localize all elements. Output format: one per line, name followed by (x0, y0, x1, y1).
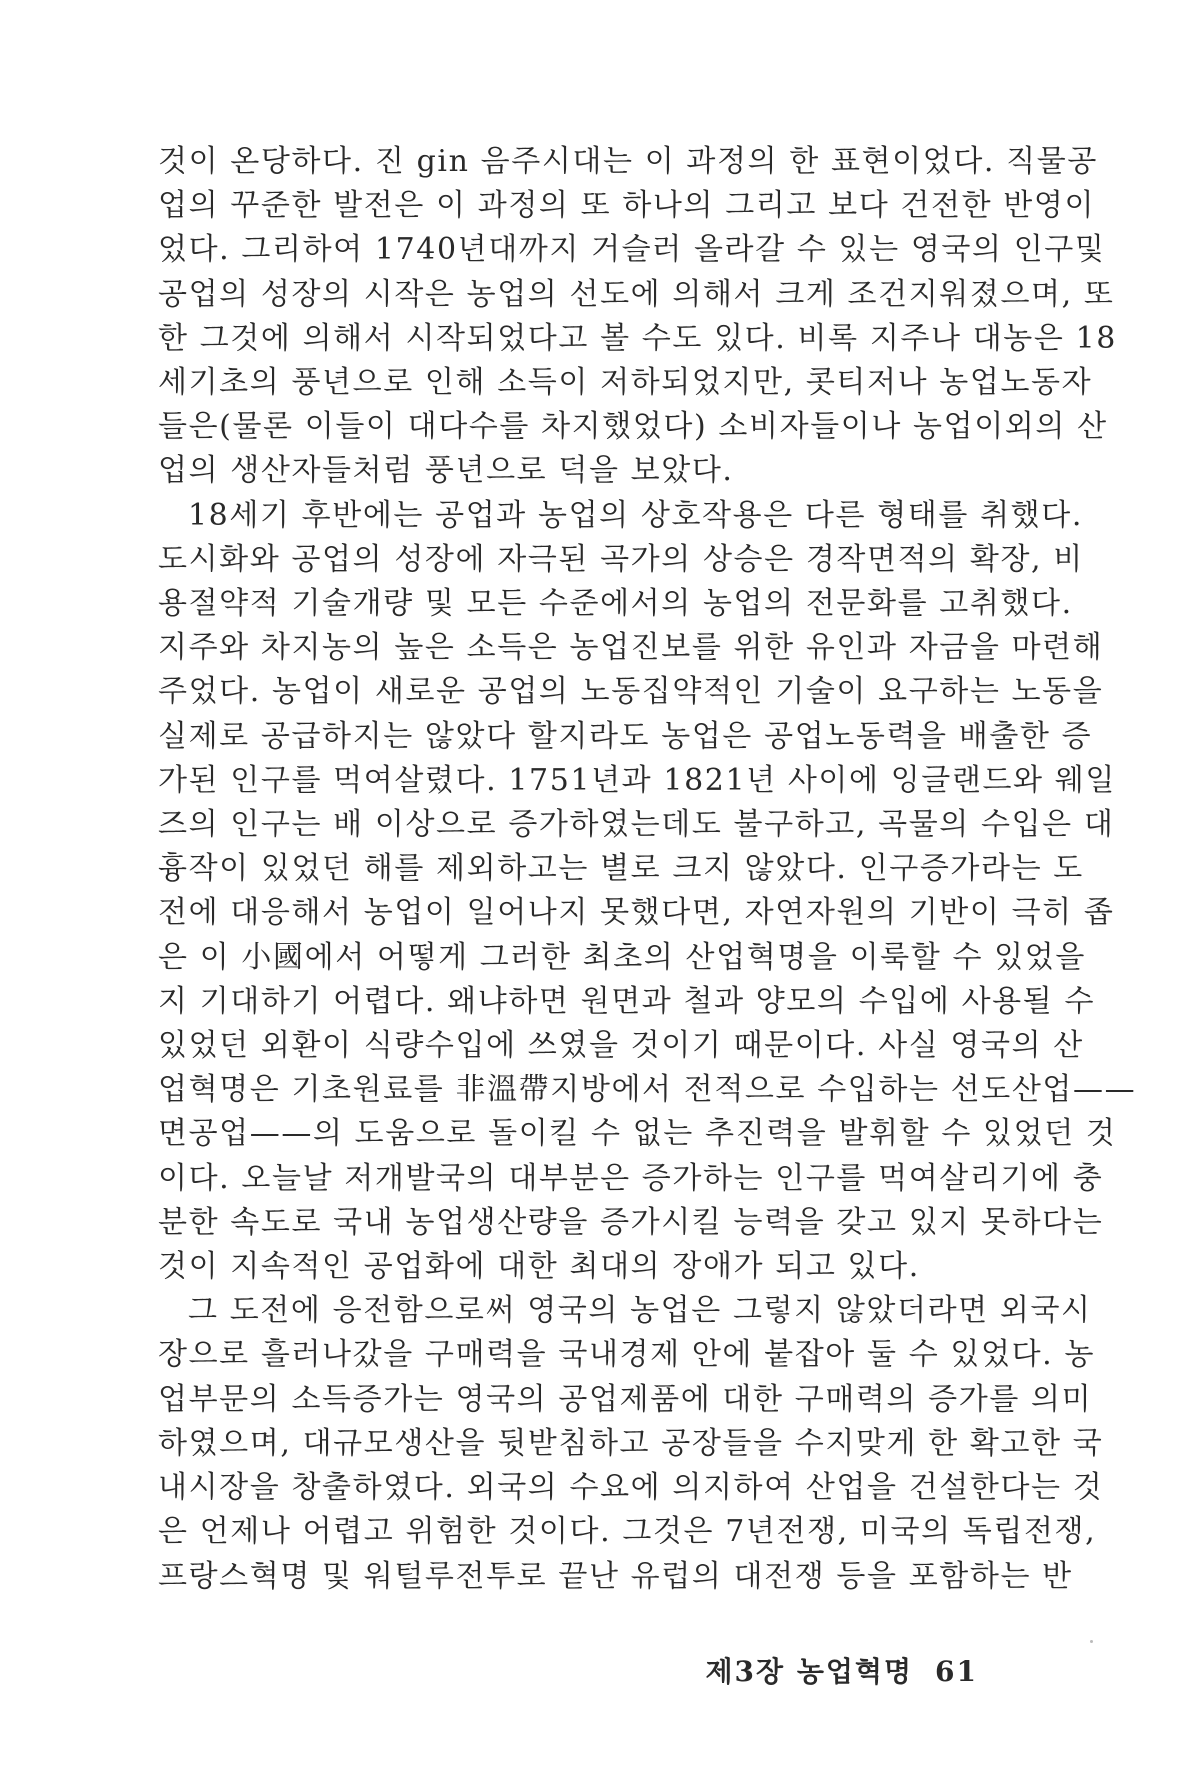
text-line: 업의 생산자들처럼 풍년으로 덕을 보았다. (158, 453, 734, 489)
text-line: 지 기대하기 어렵다. 왜냐하면 원면과 철과 양모의 수입에 사용될 수 (158, 983, 1096, 1019)
text-line: 면공업——의 도움으로 돌이킬 수 없는 추진력을 발휘할 수 있었던 것 (158, 1116, 1117, 1152)
text-line: 들은(물론 이들이 대다수를 차지했었다) 소비자들이나 농업이외의 산 (158, 409, 1108, 445)
scan-speck (1090, 1640, 1093, 1643)
text-line: 실제로 공급하지는 않았다 할지라도 농업은 공업노동력을 배출한 증 (158, 718, 1093, 754)
text-line: 지주와 차지농의 높은 소득은 농업진보를 위한 유인과 자금을 마련해 (158, 630, 1104, 666)
text-line: 즈의 인구는 배 이상으로 증가하였는데도 불구하고, 곡물의 수입은 대 (158, 807, 1115, 843)
text-line: 은 언제나 어렵고 위험한 것이다. 그것은 7년전쟁, 미국의 독립전쟁, (158, 1514, 1097, 1550)
chapter-title: 제3장 농업혁명 (705, 1655, 914, 1688)
text-line: 용절약적 기술개량 및 모든 수준에서의 농업의 전문화를 고취했다. (158, 586, 1073, 622)
text-line: 것이 지속적인 공업화에 대한 최대의 장애가 되고 있다. (158, 1249, 920, 1285)
text-line: 었다. 그리하여 1740년대까지 거슬러 올라갈 수 있는 영국의 인구및 (158, 232, 1106, 268)
page-footer (706, 1650, 979, 1690)
text-line: 내시장을 창출하였다. 외국의 수요에 의지하여 산업을 건설한다는 것 (158, 1470, 1104, 1506)
text-line: 장으로 흘러나갔을 구매력을 국내경제 안에 붙잡아 둘 수 있었다. 농 (158, 1337, 1096, 1373)
text-line: 프랑스혁명 및 워털루전투로 끝난 유럽의 대전쟁 등을 포함하는 반 (158, 1558, 1073, 1594)
text-line: 가된 인구를 먹여살렸다. 1751년과 1821년 사이에 잉글랜드와 웨일 (158, 762, 1116, 798)
text-line: 그 도전에 응전함으로써 영국의 농업은 그렇지 않았더라면 외국시 (188, 1293, 1092, 1329)
body-text (158, 140, 1137, 1599)
text-line: 있었던 외환이 식량수입에 쓰였을 것이기 때문이다. 사실 영국의 산 (158, 1028, 1084, 1064)
text-line: 도시화와 공업의 성장에 자극된 곡가의 상승은 경작면적의 확장, 비 (158, 541, 1084, 577)
text-line: 이다. 오늘날 저개발국의 대부분은 증가하는 인구를 먹여살리기에 충 (158, 1160, 1104, 1196)
text-line: 하였으며, 대규모생산을 뒷받침하고 공장들을 수지맞게 한 확고한 국 (158, 1425, 1104, 1461)
text-line: 업혁명은 기초원료를 非溫帶지방에서 전적으로 수입하는 선도산업—— (158, 1072, 1137, 1108)
text-line: 은 이 小國에서 어떻게 그러한 최초의 산업혁명을 이룩할 수 있었을 (158, 939, 1086, 975)
text-line: 공업의 성장의 시작은 농업의 선도에 의해서 크게 조건지워졌으며, 또 (158, 276, 1115, 312)
text-line: 18세기 후반에는 공업과 농업의 상호작용은 다른 형태를 취했다. (188, 497, 1083, 533)
paragraph-2 (158, 494, 1137, 1290)
paragraph-1 (158, 140, 1117, 494)
text-line: 분한 속도로 국내 농업생산량을 증가시킬 능력을 갖고 있지 못하다는 (158, 1204, 1104, 1240)
page-number: 61 (935, 1655, 978, 1688)
text-line: 것이 온당하다. 진 gin 음주시대는 이 과정의 한 표현이었다. 직물공 (158, 144, 1098, 179)
text-line: 주었다. 농업이 새로운 공업의 노동집약적인 기술이 요구하는 노동을 (158, 674, 1104, 710)
text-line: 한 그것에 의해서 시작되었다고 볼 수도 있다. 비록 지주나 대농은 18 (158, 320, 1117, 356)
text-line: 흉작이 있었던 해를 제외하고는 별로 크지 않았다. 인구증가라는 도 (158, 851, 1084, 887)
paragraph-3 (158, 1289, 1104, 1598)
text-line: 전에 대응해서 농업이 일어나지 못했다면, 자연자원의 기반이 극히 좁 (158, 895, 1115, 931)
text-line: 업의 꾸준한 발전은 이 과정의 또 하나의 그리고 보다 건전한 반영이 (158, 188, 1096, 224)
text-line: 세기초의 풍년으로 인해 소득이 저하되었지만, 콧티저나 농업노동자 (158, 365, 1093, 401)
text-line: 업부문의 소득증가는 영국의 공업제품에 대한 구매력의 증가를 의미 (158, 1381, 1093, 1417)
